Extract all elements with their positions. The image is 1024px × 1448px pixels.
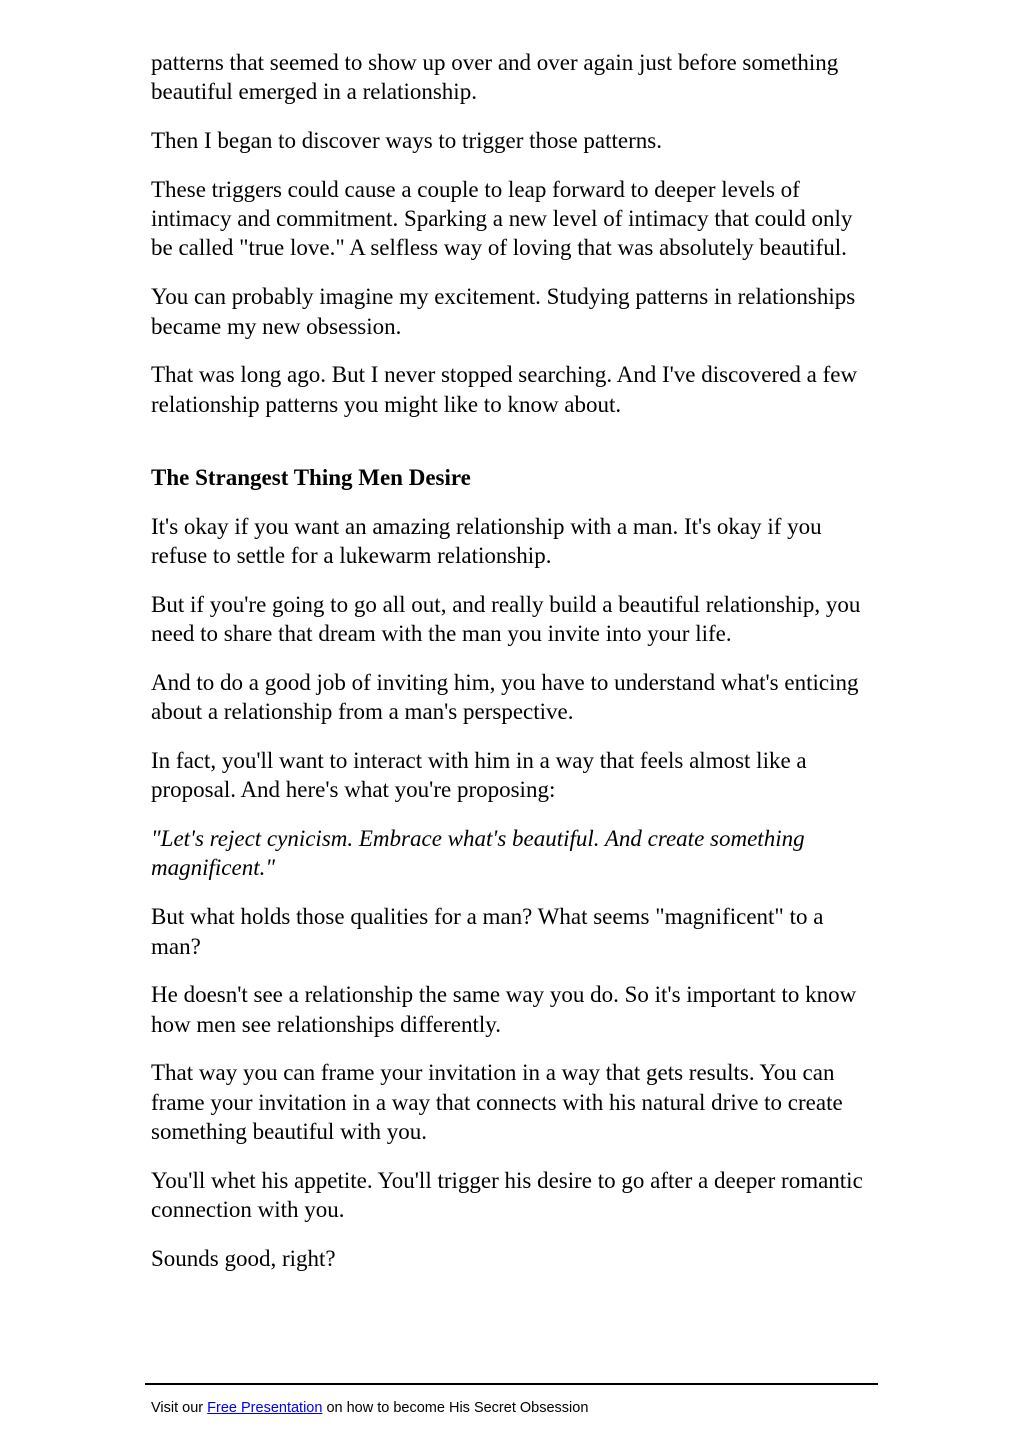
paragraph: Sounds good, right? (151, 1245, 336, 1271)
paragraph: It's okay if you want an amazing relationship with a man. It's okay if you refuse to settle for a lukewarm relationship. (151, 513, 822, 569)
paragraph: That way you can frame your invitation in a way that gets results. You can frame your invitation in a way that connects with his natural drive to create something beautiful with you. (151, 1060, 843, 1145)
paragraph: But if you're going to go all out, and really build a beautiful relationship, you need to share that dream with the man you invite into your life. (151, 591, 861, 647)
footer-divider (145, 1383, 878, 1385)
footer-suffix: on how to become His Secret Obsession (322, 1400, 589, 1416)
paragraph: These triggers could cause a couple to leap forward to deeper levels of intimacy and commitment. Sparking a new level of intimacy that could only be called "true love." A selfless way of loving that was absolutely beautiful. (151, 176, 853, 261)
paragraph: patterns that seemed to show up over and over again just before something beautiful emerged in a relationship. (151, 50, 839, 105)
paragraph: That was long ago. But I never stopped searching. And I've discovered a few relationship patterns you might like to know about. (151, 362, 858, 417)
quote-paragraph: "Let's reject cynicism. Embrace what's beautiful. And create something magnificent." (151, 826, 805, 881)
paragraph: But what holds those qualities for a man? What seems "magnificent" to a man? (151, 904, 824, 959)
paragraph: Then I began to discover ways to trigger those patterns. (151, 128, 662, 154)
paragraph: In fact, you'll want to interact with him in a way that feels almost like a proposal. And here's what you're proposing: (151, 748, 807, 803)
paragraph: He doesn't see a relationship the same way you do. So it's important to know how men see relationships differently. (151, 982, 857, 1037)
free-presentation-link[interactable]: Free Presentation (207, 1400, 323, 1416)
document-page (151, 48, 876, 1293)
section-heading: The Strangest Thing Men Desire (151, 464, 471, 490)
footer-prefix: Visit our (151, 1400, 208, 1416)
paragraph: You'll whet his appetite. You'll trigger his desire to go after a deeper romantic connection with you. (151, 1167, 863, 1223)
footer (151, 1399, 588, 1417)
paragraph: And to do a good job of inviting him, you have to understand what's enticing about a relationship from a man's perspective. (151, 669, 859, 725)
paragraph: You can probably imagine my excitement. Studying patterns in relationships became my new obsession. (151, 284, 856, 339)
